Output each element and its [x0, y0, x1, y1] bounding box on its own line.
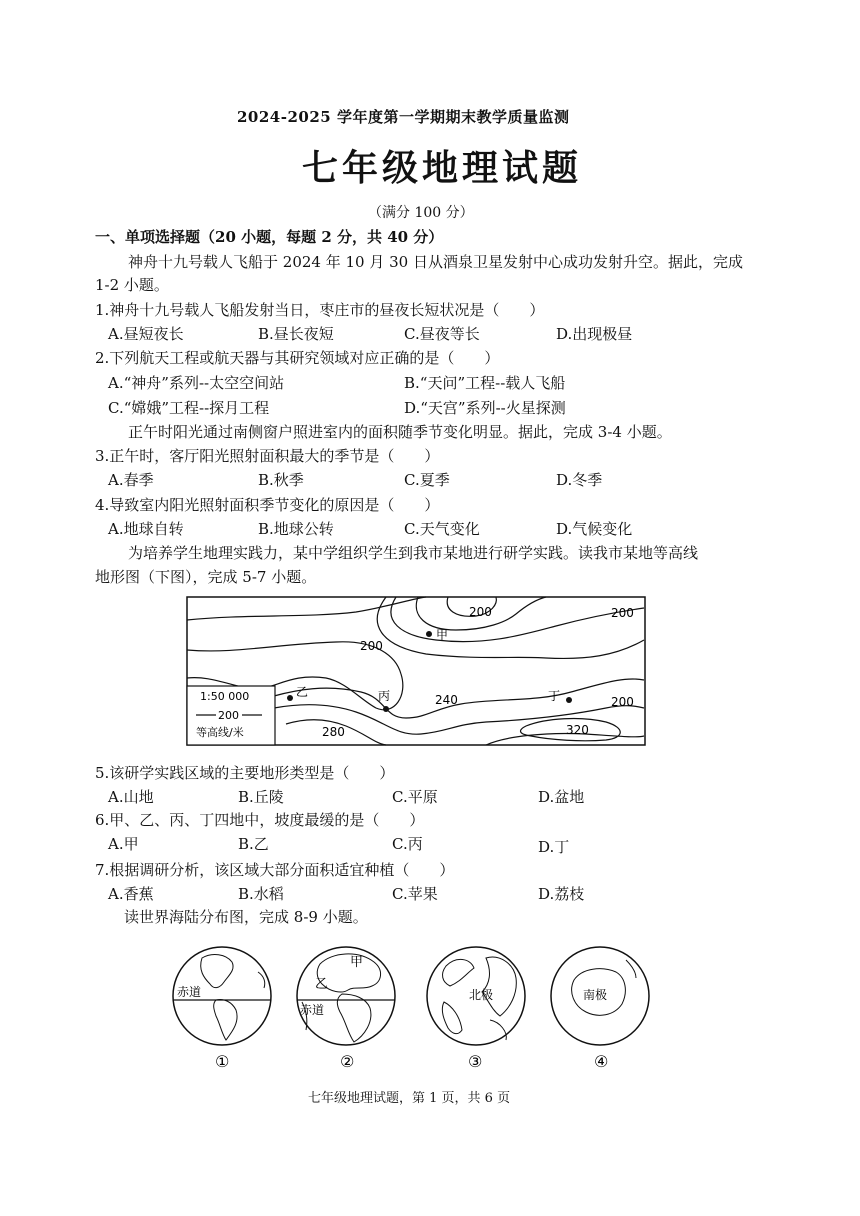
score-note: （满分 100 分） — [368, 205, 474, 221]
point-bing — [383, 706, 389, 712]
q1-option-d[interactable]: D.出现极昼 — [556, 325, 633, 343]
q3-option-a[interactable]: A.春季 — [108, 471, 154, 489]
q6-option-d[interactable]: D.丁 — [538, 838, 570, 856]
page-title: 七年级地理试题 — [302, 147, 583, 189]
q4-option-b[interactable]: B.地球公转 — [258, 520, 334, 538]
question-6: 6.甲、乙、丙、丁四地中，坡度最缓的是（ ） — [95, 811, 425, 829]
section-title: 一、单项选择题（20 小题，每题 2 分，共 40 分） — [95, 228, 444, 246]
contour-label: 320 — [566, 723, 589, 737]
contour-label: 280 — [322, 725, 345, 739]
q4-option-d[interactable]: D.气候变化 — [556, 520, 633, 538]
q7-option-c[interactable]: C.苹果 — [392, 885, 438, 903]
q2-option-a[interactable]: A.“神舟”系列--太空空间站 — [108, 374, 285, 392]
intro-paragraph-3: 为培养学生地理实践力，某中学组织学生到我市某地进行研学实践。读我市某地等高线 — [128, 544, 699, 562]
legend-caption: 等高线/米 — [196, 726, 244, 739]
q1-option-c[interactable]: C.昼夜等长 — [404, 325, 480, 343]
globe-1 — [173, 947, 271, 1071]
contour-label: 240 — [435, 693, 458, 707]
globe-3-pole-label: 北极 — [469, 988, 494, 1002]
legend-scale: 1:50 000 — [200, 690, 250, 703]
point-label-yi: 乙 — [296, 685, 309, 699]
globe-1-number: ① — [215, 1052, 230, 1071]
question-4: 4.导致室内阳光照射面积季节变化的原因是（ ） — [95, 496, 440, 514]
q7-option-d[interactable]: D.荔枝 — [538, 885, 585, 903]
contour-label: 200 — [360, 639, 383, 653]
question-1: 1.神舟十九号载人飞船发射当日，枣庄市的昼夜长短状况是（ ） — [95, 301, 545, 319]
q7-option-a[interactable]: A.香蕉 — [108, 885, 154, 903]
q4-option-a[interactable]: A.地球自转 — [108, 520, 184, 538]
globe-3 — [427, 947, 525, 1071]
globe-2-label-yi: 乙 — [315, 977, 329, 992]
page-footer: 七年级地理试题，第 1 页，共 6 页 — [308, 1091, 511, 1106]
point-jia — [426, 631, 432, 637]
contour-map — [186, 596, 646, 746]
globe-4-pole-label: 南极 — [583, 988, 608, 1002]
point-label-bing: 丙 — [378, 689, 391, 703]
point-ding — [566, 697, 572, 703]
point-label-ding: 丁 — [548, 689, 561, 703]
intro-paragraph-1-cont: 1-2 小题。 — [95, 276, 169, 294]
point-label-jia: 甲 — [436, 628, 449, 642]
q6-option-b[interactable]: B.乙 — [238, 835, 269, 853]
q3-option-c[interactable]: C.夏季 — [404, 471, 450, 489]
contour-label: 200 — [469, 605, 492, 619]
intro-paragraph-3-cont: 地形图（下图），完成 5-7 小题。 — [95, 568, 317, 586]
q3-option-b[interactable]: B.秋季 — [258, 471, 304, 489]
globe-2-number: ② — [340, 1052, 355, 1071]
question-2: 2.下列航天工程或航天器与其研究领域对应正确的是（ ） — [95, 349, 500, 367]
exam-header: 2024-2025 学年度第一学期期末教学质量监测 — [237, 108, 570, 126]
globes-figure — [170, 936, 650, 1076]
globe-2 — [297, 947, 395, 1071]
q1-option-b[interactable]: B.昼长夜短 — [258, 325, 334, 343]
globe-4-number: ④ — [594, 1052, 609, 1071]
globe-4 — [551, 947, 649, 1071]
globe-1-equator-label: 赤道 — [177, 985, 202, 999]
intro-paragraph-1: 神舟十九号载人飞船于 2024 年 10 月 30 日从酒泉卫星发射中心成功发射升空。据此，完成 — [128, 253, 743, 271]
q5-option-d[interactable]: D.盆地 — [538, 788, 585, 806]
question-7: 7.根据调研分析，该区域大部分面积适宜种植（ ） — [95, 861, 455, 879]
legend-line-value: 200 — [218, 709, 239, 722]
q5-option-b[interactable]: B.丘陵 — [238, 788, 284, 806]
contour-label: 200 — [611, 695, 634, 709]
q2-option-c[interactable]: C.“嫦娥”工程--探月工程 — [108, 399, 270, 417]
question-3: 3.正午时，客厅阳光照射面积最大的季节是（ ） — [95, 447, 440, 465]
q2-option-d[interactable]: D.“天宫”系列--火星探测 — [404, 399, 566, 417]
q5-option-a[interactable]: A.山地 — [108, 788, 154, 806]
globe-2-label-jia: 甲 — [350, 955, 364, 970]
q6-option-a[interactable]: A.甲 — [108, 835, 139, 853]
q6-option-c[interactable]: C.丙 — [392, 835, 423, 853]
q2-option-b[interactable]: B.“天问”工程--载人飞船 — [404, 374, 566, 392]
contour-label: 200 — [611, 606, 634, 620]
intro-paragraph-2: 正午时阳光通过南侧窗户照进室内的面积随季节变化明显。据此，完成 3-4 小题。 — [128, 423, 672, 441]
q3-option-d[interactable]: D.冬季 — [556, 471, 603, 489]
globe-2-equator-label: 赤道 — [300, 1003, 325, 1017]
q1-option-a[interactable]: A.昼短夜长 — [108, 325, 184, 343]
intro-paragraph-4: 读世界海陆分布图，完成 8-9 小题。 — [124, 908, 368, 926]
q5-option-c[interactable]: C.平原 — [392, 788, 438, 806]
globe-3-number: ③ — [468, 1052, 483, 1071]
q4-option-c[interactable]: C.天气变化 — [404, 520, 480, 538]
point-yi — [287, 695, 293, 701]
map-legend — [187, 686, 275, 745]
question-5: 5.该研学实践区域的主要地形类型是（ ） — [95, 764, 395, 782]
q7-option-b[interactable]: B.水稻 — [238, 885, 284, 903]
